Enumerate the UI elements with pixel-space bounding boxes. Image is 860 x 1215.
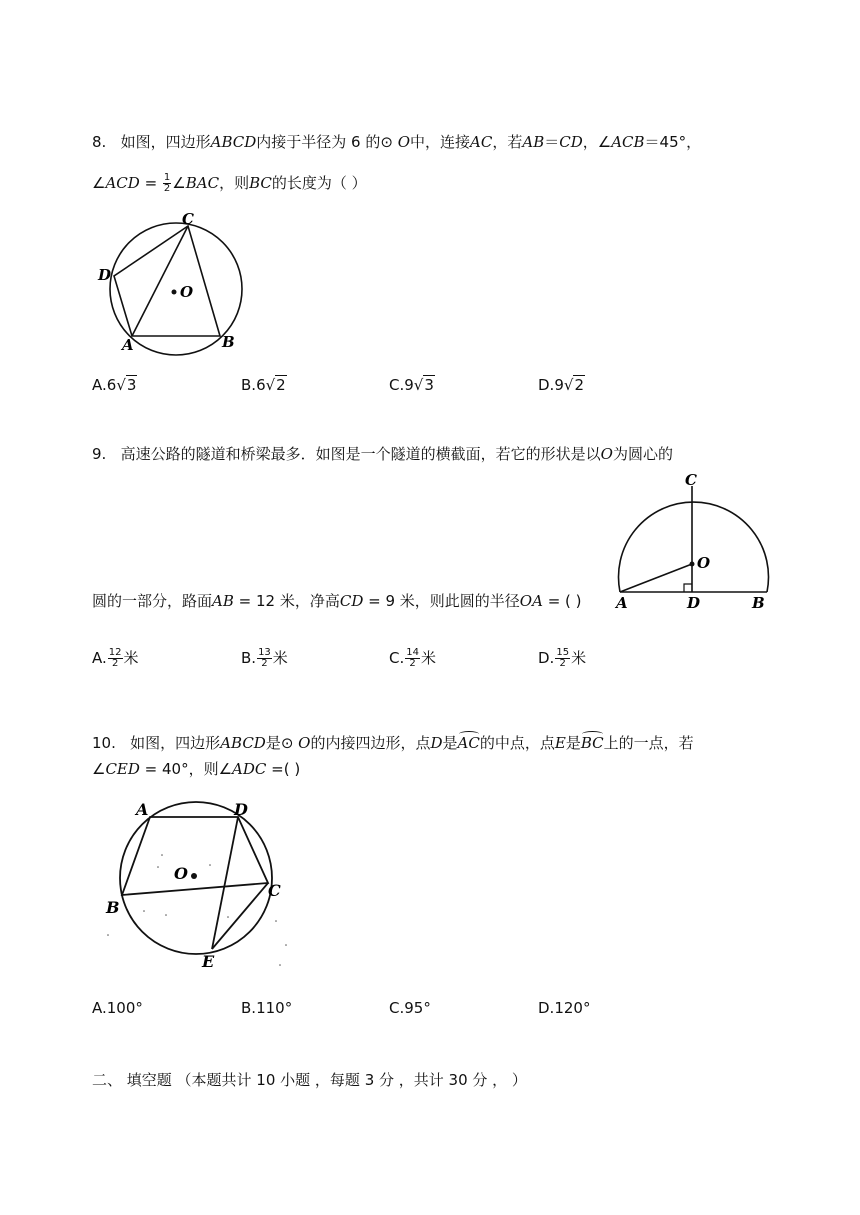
q8-label-d: D — [98, 266, 112, 284]
q10-line2: ∠CED = 40°，则∠ADC =( ) — [92, 760, 301, 778]
q9-option-d[interactable]: D. $\frac{15}{2}$ 米 — [538, 647, 587, 669]
q9-label-o: O — [697, 554, 711, 572]
q10-label-d: D — [234, 800, 248, 819]
q10-option-a[interactable]: A.100° — [92, 999, 143, 1017]
q8-label-b: B — [222, 333, 235, 351]
q10-option-b[interactable]: B.110° — [241, 999, 293, 1017]
q9-line1: 9. 高速公路的隧道和桥梁最多．如图是一个隧道的横截面，若它的形状是以O为圆心的 — [92, 445, 673, 463]
q8-line2: ∠ACD = $\frac{1}{2}$ ∠BAC，则BC的长度为（ ） — [92, 172, 367, 194]
q8-figure — [92, 210, 252, 360]
q8-label-c: C — [182, 210, 194, 228]
q9-option-a[interactable]: A. $\frac{12}{2}$ 米 — [92, 647, 139, 669]
section2-heading: 二、 填空题 （本题共计 10 小题 ，每题 3 分 ，共计 30 分 ， ） — [92, 1071, 527, 1089]
q9-option-c[interactable]: C. $\frac{14}{2}$ 米 — [389, 647, 436, 669]
q9-label-a: A — [616, 594, 628, 612]
arc-bc: BC — [581, 734, 604, 752]
q10-label-o: O — [174, 864, 188, 883]
q9-line2: 圆的一部分，路面AB = 12 米，净高CD = 9 米，则此圆的半径OA = ( ) — [92, 592, 582, 610]
q10-figure — [100, 795, 300, 975]
q8-label-o: O — [180, 283, 194, 301]
q10-label-e: E — [202, 952, 215, 971]
q9-label-c: C — [685, 471, 697, 489]
q8-option-a[interactable]: A.6√3 — [92, 376, 137, 394]
q9-label-b: B — [752, 594, 765, 612]
q9-figure — [610, 470, 785, 615]
q10-label-c: C — [268, 881, 281, 900]
arc-ac-mark — [459, 731, 479, 737]
arc-bc-mark — [582, 731, 603, 737]
q8-label-a: A — [122, 336, 134, 354]
q8-option-c[interactable]: C.9√3 — [389, 376, 434, 394]
q9-label-d: D — [687, 594, 701, 612]
arc-ac: AC — [458, 734, 480, 752]
q8-line1: 8. 如图，四边形ABCD内接于半径为 6 的⊙ O中，连接AC，若AB＝CD，∠ACB＝45°， — [92, 133, 702, 151]
q10-option-c[interactable]: C.95° — [389, 999, 431, 1017]
q10-option-d[interactable]: D.120° — [538, 999, 591, 1017]
q10-label-b: B — [106, 898, 120, 917]
q10-label-a: A — [136, 800, 149, 819]
q8-option-d[interactable]: D.9√2 — [538, 376, 584, 394]
q9-option-b[interactable]: B. $\frac{13}{2}$ 米 — [241, 647, 288, 669]
half-fraction: $\frac{1}{2}$ — [163, 172, 171, 194]
q10-line1: 10. 如图，四边形ABCD是⊙ O的内接四边形，点D是AC 的中点，点E是BC 上的一点，若 — [92, 732, 694, 754]
q8-option-b[interactable]: B.6√2 — [241, 376, 286, 394]
